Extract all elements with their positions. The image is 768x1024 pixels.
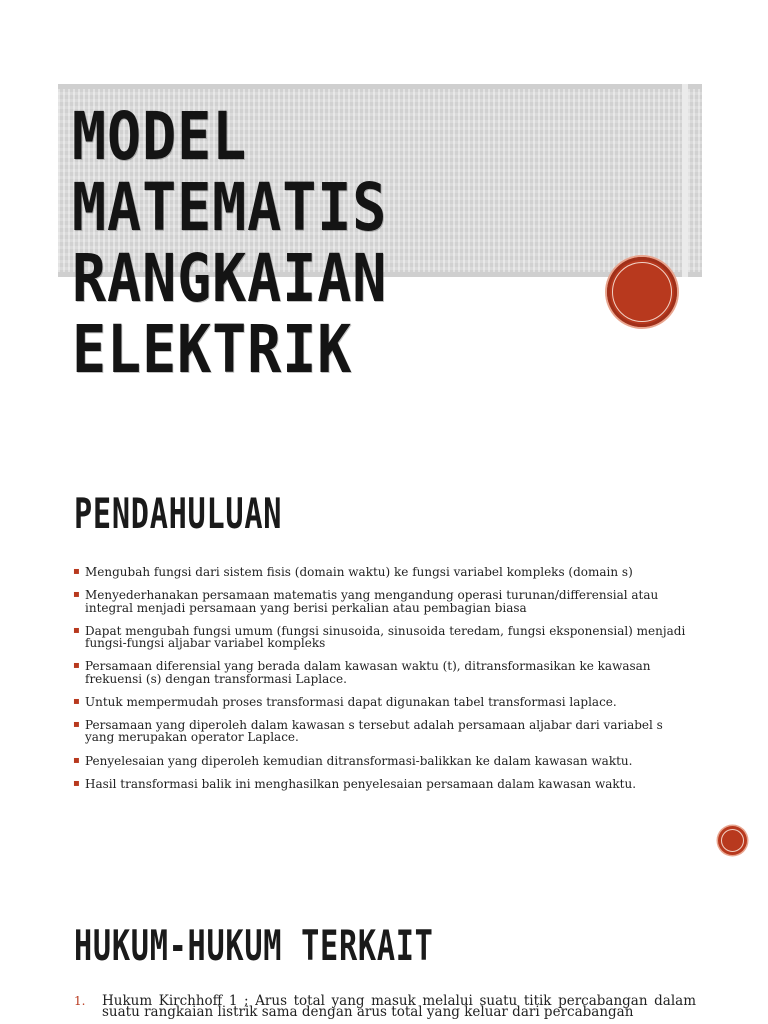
list-item [72, 719, 692, 744]
banner-top-stripe [58, 84, 702, 89]
banner-right-stripe [682, 84, 688, 277]
list-item [72, 696, 692, 709]
list-number: 1. [74, 994, 86, 1008]
bullet-icon: ▪ [73, 718, 80, 730]
bullet-text: Menyederhanakan persamaan matematis yang mengandung operasi turunan/differensial atau integral menjadi persamaan yang berisi perkalian atau pembagian biasa [85, 588, 659, 615]
bullet-text: Untuk mempermudah proses transformasi dapat digunakan tabel transformasi laplace. [85, 694, 617, 709]
slide-title-line-1: MODEL MATEMATIS [72, 98, 388, 246]
list-item [72, 778, 692, 791]
bullet-text: Persamaan diferensial yang berada dalam kawasan waktu (t), ditransformasikan ke kawasan frekuensi (s) dengan transformasi Laplace. [85, 659, 651, 686]
laws-numbered-list [74, 993, 696, 1020]
intro-bullet-list [72, 566, 692, 801]
list-item [72, 625, 692, 650]
list-item [72, 660, 692, 685]
bullet-text: Mengubah fungsi dari sistem fisis (domain waktu) ke fungsi variabel kompleks (domain s) [85, 565, 633, 579]
decorative-circle-icon [607, 257, 677, 327]
list-item [72, 589, 692, 614]
bullet-text: Hasil transformasi balik ini menghasilkan penyelesaian persamaan dalam kawasan waktu. [85, 776, 637, 791]
decorative-circle-small-icon [718, 826, 747, 855]
bullet-icon: ▪ [73, 695, 80, 707]
law-text: Hukum Kirchhoff 1 ; Arus total yang masuk melalui suatu titik percabangan dalam suatu rangkaian listrik sama dengan arus total yang keluar dari percabangan [102, 993, 696, 1020]
section-heading-pendahuluan: PENDAHULUAN [74, 489, 283, 538]
bullet-text: Persamaan yang diperoleh dalam kawasan s tersebut adalah persamaan aljabar dari variabel s yang merupakan operator Laplace. [85, 717, 663, 745]
bullet-text: Penyelesaian yang diperoleh kemudian ditransformasi-balikkan ke dalam kawasan waktu. [85, 753, 633, 768]
bullet-icon: ▪ [73, 624, 80, 636]
list-item [72, 755, 692, 768]
bullet-icon: ▪ [73, 566, 80, 577]
list-item [72, 566, 692, 579]
list-item [74, 993, 696, 1020]
bullet-icon: ▪ [73, 777, 80, 789]
bullet-text: Dapat mengubah fungsi umum (fungsi sinusoida, sinusoida teredam, fungsi eksponensial) menjadi fungsi-fungsi aljabar variabel kompleks [85, 623, 686, 651]
slide-title [72, 98, 597, 388]
section-heading-hukum: HUKUM-HUKUM TERKAIT [74, 921, 434, 970]
bullet-icon: ▪ [73, 754, 80, 766]
slide-title-line-2: RANGKAIAN ELEKTRIK [72, 240, 388, 388]
bullet-icon: ▪ [73, 589, 80, 601]
bullet-icon: ▪ [73, 660, 80, 672]
